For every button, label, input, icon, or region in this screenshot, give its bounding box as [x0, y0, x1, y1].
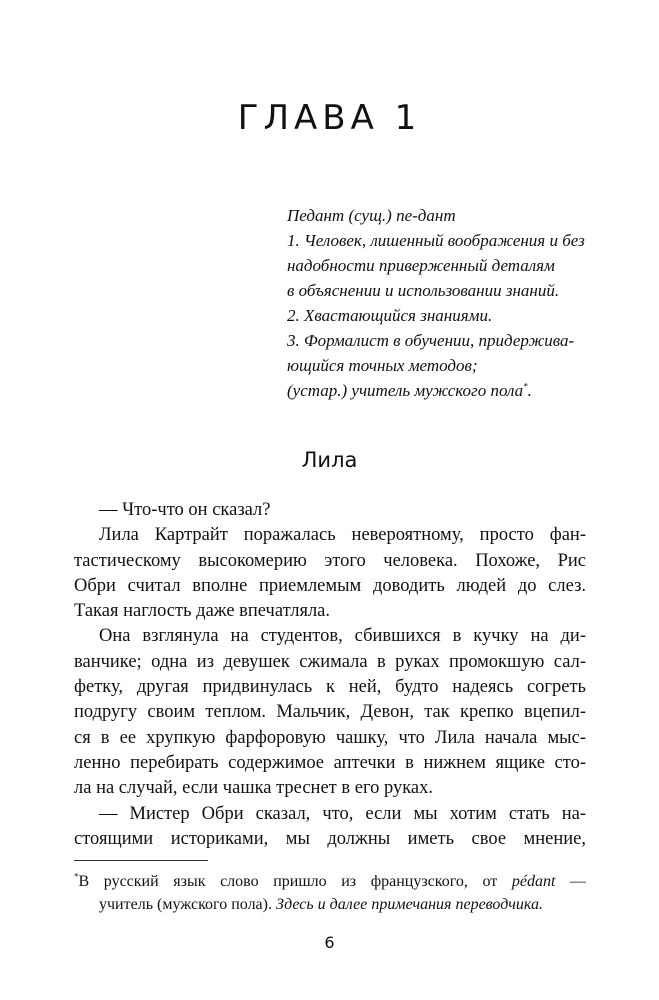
footnote-word: pédant — [511, 873, 556, 890]
body-line: ла на случай, если чашка треснет в его руках. — [74, 778, 433, 799]
epigraph-line: Педант (сущ.) пе-дант — [287, 206, 456, 225]
footnote-marker[interactable]: * — [523, 381, 528, 392]
body-line: Обри считал вполне приемлемым доводить людей до слез. — [74, 575, 586, 596]
body-line: ся в ее хрупкую фарфоровую чашку, что Лила начала мыс- — [74, 727, 586, 748]
epigraph-line: надобности приверженный деталям — [287, 256, 555, 275]
epigraph-line: в объяснении и использовании знаний. — [287, 281, 560, 300]
section-title: Лила — [301, 448, 358, 472]
epigraph-line: 2. Хвастающийся знаниями. — [287, 306, 493, 325]
footnote-text: учитель (мужского пола). — [99, 896, 276, 913]
body-line: ванчике; одна из девушек сжимала в руках промокшую сал- — [74, 651, 586, 672]
epigraph-line: (устар.) учитель мужского пола — [287, 381, 524, 400]
body-line: — Мистер Обри сказал, что, если мы хотим стать на- — [99, 803, 586, 824]
footnote — [74, 870, 586, 916]
body-line: стоящими историками, мы должны иметь свое мнение, — [74, 828, 586, 849]
translator-note: Здесь и далее примечания переводчика. — [275, 896, 543, 913]
body-text — [74, 498, 586, 852]
body-line: тастическому высокомерию этого человека. Похоже, Рис — [74, 550, 586, 571]
epigraph-period: . — [527, 381, 532, 400]
footnote-dash: — — [555, 873, 587, 890]
epigraph-line-last — [287, 378, 587, 403]
footnote-marker: * — [74, 871, 79, 882]
footnote-divider — [74, 860, 208, 861]
body-line: подругу своим теплом. Мальчик, Девон, так крепко вцепил- — [74, 702, 586, 723]
epigraph-line: 3. Формалист в обучении, придержива- — [287, 331, 575, 350]
body-line: фетку, другая придвинулась к ней, будто надеясь согреть — [74, 677, 586, 698]
body-line: — Что-что он сказал? — [99, 500, 271, 520]
epigraph-line: ющийся точных методов; — [287, 356, 478, 375]
chapter-title: ГЛАВА 1 — [237, 98, 422, 138]
footnote-text: В русский язык слово пришло из французского, от — [78, 873, 498, 890]
epigraph — [287, 203, 587, 403]
epigraph-line: 1. Человек, лишенный воображения и без — [287, 231, 585, 250]
footnote-line — [74, 870, 586, 893]
footnote-line — [74, 893, 586, 916]
page-number: 6 — [324, 933, 335, 952]
body-line: Такая наглость даже впечатляла. — [74, 601, 331, 622]
body-line: Лила Картрайт поражалась невероятному, просто фан- — [99, 525, 586, 546]
body-line: Она взглянула на студентов, сбившихся в кучку на ди- — [99, 626, 586, 647]
body-line: ленно перебирать содержимое аптечки в нижнем ящике сто- — [74, 752, 586, 773]
